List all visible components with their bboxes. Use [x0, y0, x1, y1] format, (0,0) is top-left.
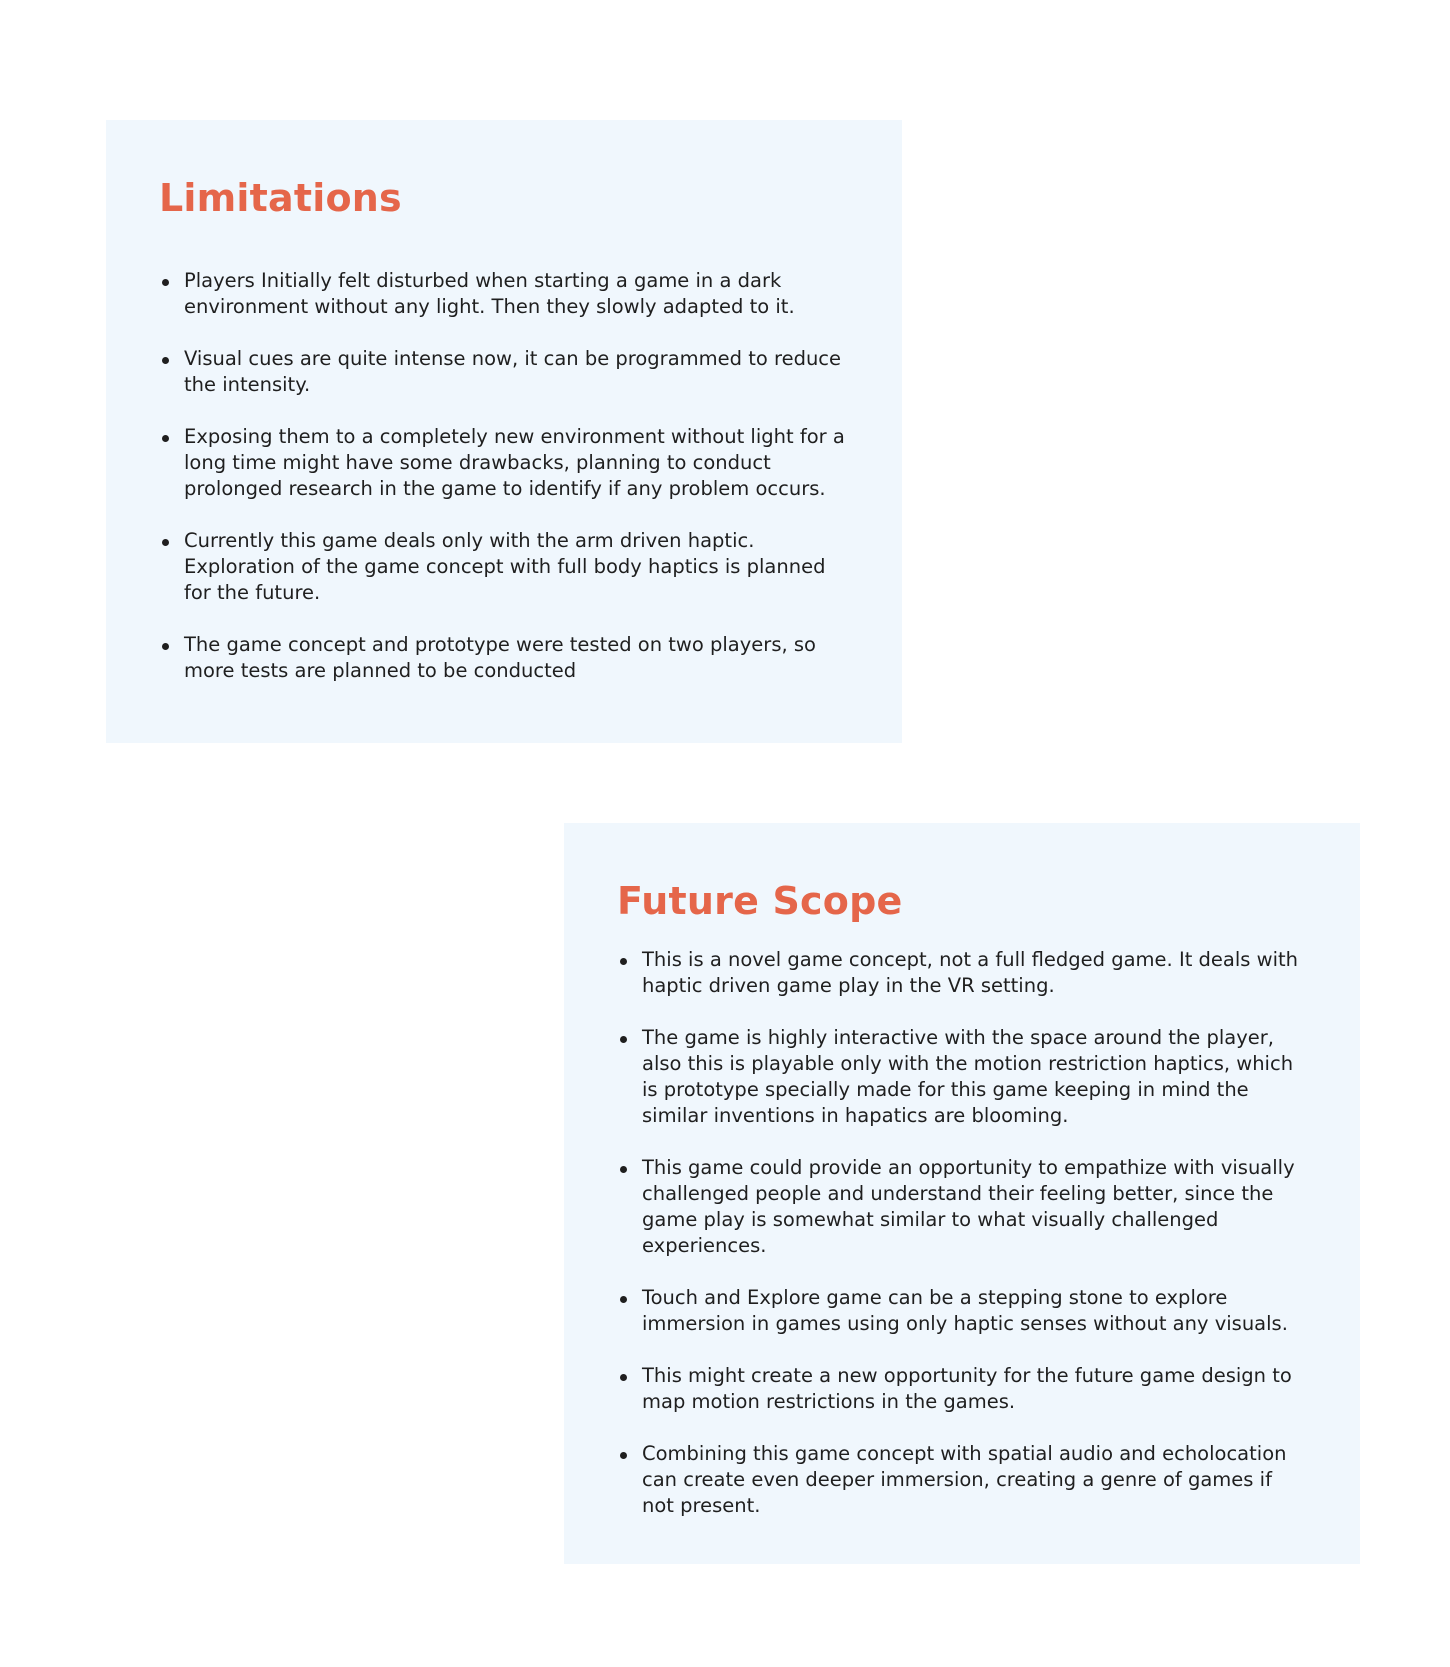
- bullet-icon: [620, 1296, 627, 1303]
- limitations-list-item: [159, 632, 852, 684]
- limitations-title: Limitations: [159, 176, 402, 220]
- bullet-icon: [620, 1166, 627, 1173]
- limitations-item-text: Players Initially felt disturbed when starting a game in a dark environment without any light. Then they slowly adapted to it.: [184, 268, 795, 318]
- bullet-icon: [162, 357, 169, 364]
- future-scope-list-item: [617, 1285, 1310, 1337]
- limitations-list-item: [159, 424, 852, 502]
- limitations-item-text: Visual cues are quite intense now, it can be programmed to reduce the intensity.: [184, 346, 842, 396]
- bullet-icon: [620, 1374, 627, 1381]
- bullet-icon: [162, 539, 169, 546]
- limitations-card: [106, 120, 902, 743]
- limitations-item-text: Currently this game deals only with the arm driven haptic. Exploration of the game concept with full body haptics is planned for the future.: [184, 528, 826, 604]
- bullet-icon: [162, 643, 169, 650]
- limitations-list: [159, 268, 852, 684]
- future-scope-item-text: This is a novel game concept, not a full fledged game. It deals with haptic driven game play in the VR setting.: [642, 947, 1299, 997]
- limitations-list-item: [159, 346, 852, 398]
- future-scope-item-text: This game could provide an opportunity to empathize with visually challenged people and understand their feeling better, since the game play is somewhat similar to what visually challenged experiences.: [642, 1155, 1295, 1257]
- future-scope-list-item: [617, 1363, 1310, 1415]
- limitations-item-text: Exposing them to a completely new environment without light for a long time might have some drawbacks, planning to conduct prolonged research in the game to identify if any problem occurs.: [184, 424, 845, 500]
- bullet-icon: [620, 958, 627, 965]
- bullet-icon: [162, 435, 169, 442]
- bullet-icon: [620, 1452, 627, 1459]
- future-scope-item-text: Touch and Explore game can be a stepping stone to explore immersion in games using only haptic senses without any visuals.: [642, 1285, 1288, 1335]
- limitations-list-item: [159, 268, 852, 320]
- limitations-item-text: The game concept and prototype were tested on two players, so more tests are planned to be conducted: [184, 632, 816, 682]
- bullet-icon: [162, 279, 169, 286]
- future-scope-item-text: Combining this game concept with spatial audio and echolocation can create even deeper immersion, creating a genre of games if not present.: [642, 1441, 1287, 1517]
- future-scope-list-item: [617, 947, 1310, 999]
- future-scope-card: [564, 823, 1360, 1564]
- future-scope-title: Future Scope: [617, 879, 903, 923]
- limitations-list-item: [159, 528, 852, 606]
- future-scope-list: [617, 947, 1310, 1519]
- future-scope-list-item: [617, 1155, 1310, 1259]
- future-scope-list-item: [617, 1025, 1310, 1129]
- future-scope-list-item: [617, 1441, 1310, 1519]
- future-scope-item-text: The game is highly interactive with the space around the player, also this is playable only with the motion restriction haptics, which is prototype specially made for this game keeping in mind the similar inventions in hapatics are blooming.: [642, 1025, 1294, 1127]
- future-scope-item-text: This might create a new opportunity for the future game design to map motion restrictions in the games.: [642, 1363, 1292, 1413]
- bullet-icon: [620, 1036, 627, 1043]
